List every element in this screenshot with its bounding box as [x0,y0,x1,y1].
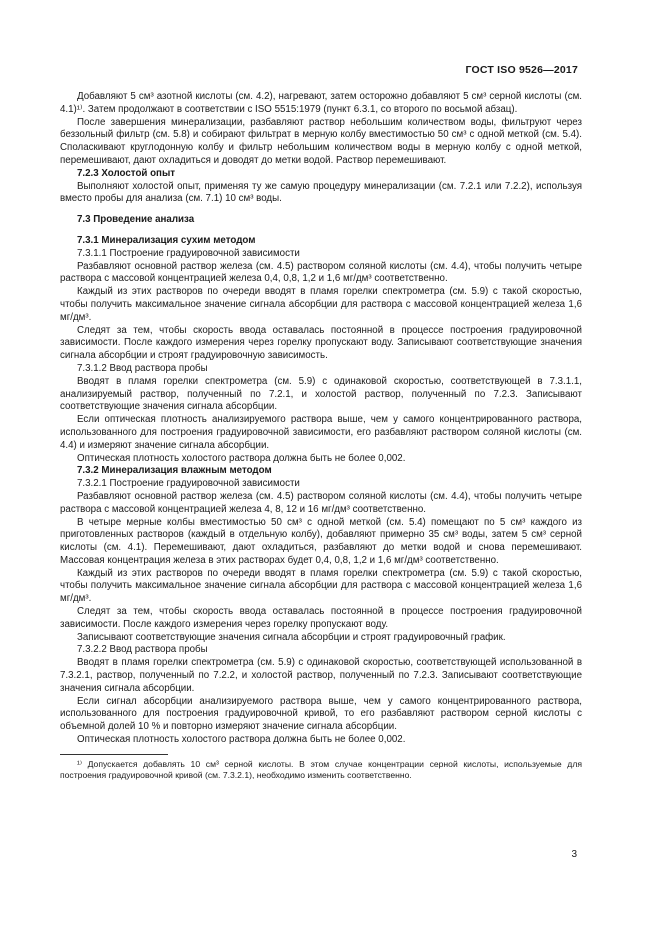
section-heading: 7.3 Проведение анализа [77,214,195,226]
paragraph: Вводят в пламя горелки спектрометра (см. 5.9) с одинаковой скоростью, соответствующей использованной в 7.3.2.1, раствор, полученный по 7.2.2, и холостой раствор, полученный по 7.2.3. Записывают соответствующие значения сигнала абсорбции. [60,657,582,694]
paragraph: Следят за тем, чтобы скорость ввода оставалась постоянной в процессе построения градуировочной зависимости. После каждого измерения через горелку пропускают воду. [60,606,582,630]
paragraph: Добавляют 5 см³ азотной кислоты (см. 4.2), нагревают, затем осторожно добавляют 5 см³ серной кислоты (см. 4.1)¹⁾. Затем продолжают в соответствии с ISO 5515:1979 (пункт 6.3.1, со второго по восьмой абзац). [60,91,582,115]
paragraph: Выполняют холостой опыт, применяя ту же самую процедуру минерализации (см. 7.2.1 или 7.2.2), используя вместо пробы для анализа (см. 7.1) 10 см³ воды. [60,180,582,205]
page-header-standard-title: ГОСТ ISO 9526—2017 [465,64,578,76]
paragraph: В четыре мерные колбы вместимостью 50 см³ с одной меткой (см. 5.4) помещают по 5 см³ каждого из приготовленных растворов (каждый в отдельную колбу), добавляют примерно 35 см³ воды, затем 5 см³ серной кислоты (см. 4.1). Перемешивают, дают охладиться, разбавляют до метки водой и снова перемешивают. Массовая концентрация железа в этих растворах будет 0,4, 0,8, 1,2 и 1,6 мг/дм³ соответственно. [60,516,582,566]
section-heading: 7.3.1 Минерализация сухим методом [77,234,256,246]
paragraph: 7.3.2.1 Построение градуировочной зависимости [77,478,300,490]
document-body [60,91,582,781]
footnote-separator [60,754,168,755]
paragraph-spacer [60,206,582,214]
section-heading: 7.2.3 Холостой опыт [77,167,176,179]
paragraph: Оптическая плотность холостого раствора должна быть не более 0,002. [77,734,406,746]
paragraph: Записывают соответствующие значения сигнала абсорбции и строят градуировочный график. [77,631,506,643]
paragraph: Каждый из этих растворов по очереди вводят в пламя горелки спектрометра (см. 5.9) с такой скоростью, чтобы получить максимальное значение сигнала абсорбции для раствора с массовой концентрацией железа 1,6 мг/дм³. [60,567,582,605]
paragraph: Если оптическая плотность анализируемого раствора выше, чем у самого концентрированного раствора, использованного для построения градуировочной зависимости, его разбавляют раствором соляной кислоты (см. 4.4) и измеряют значение сигнала абсорбции. [60,414,582,451]
paragraph: Оптическая плотность холостого раствора должна быть не более 0,002. [77,452,406,464]
paragraph: Если сигнал абсорбции анализируемого раствора выше, чем у самого концентрированного раствора, использованного для построения градуировочной кривой, то его разбавляют раствором серной кислоты с объемной долей 10 % и повторно измеряют значение сигнала абсорбции. [60,695,582,733]
paragraph: 7.3.1.1 Построение градуировочной зависимости [77,247,300,259]
paragraph-list [60,91,582,747]
paragraph: После завершения минерализации, разбавляют раствор небольшим количеством воды, фильтруют через беззольный фильтр (см. 5.8) и собирают фильтрат в мерную колбу вместимостью 50 см³ с одной меткой (см. 5.4). Споласкивают круглодонную колбу и фильтр небольшим количеством воды в мерную колбу с одной меткой, перемешивают, дают охладиться и доводят до метки водой. Раствор перемешивают. [60,116,582,166]
paragraph: Разбавляют основной раствор железа (см. 4.5) раствором соляной кислоты (см. 4.4), чтобы получить четыре раствора с массовой концентрацией железа 4, 8, 12 и 16 мг/дм³ соответственно. [60,490,582,515]
paragraph: 7.3.1.2 Ввод раствора пробы [77,362,208,374]
paragraph: Разбавляют основной раствор железа (см. 4.5) раствором соляной кислоты (см. 4.4), чтобы получить четыре раствора с массовой концентрацией железа 0,4, 0,8, 1,2 и 1,6 мг/дм³ соответственно. [60,260,582,285]
paragraph: Следят за тем, чтобы скорость ввода оставалась постоянной в процессе построения градуировочной зависимости. После каждого измерения через горелку пропускают воду. Записывают соответствующие значения сигнала абсорбции и строят градуировочную зависимость. [60,324,582,362]
paragraph: 7.3.2.2 Ввод раствора пробы [77,644,208,656]
page-number: 3 [571,849,577,860]
paragraph: Каждый из этих растворов по очереди вводят в пламя горелки спектрометра (см. 5.9) с такой скоростью, чтобы получить максимальное значение сигнала абсорбции для раствора с массовой концентрацией железа 1,6 мг/дм³. [60,286,582,323]
footnote: ¹⁾ Допускается добавлять 10 см³ серной кислоты. В этом случае концентрации серной кислоты, используемые для построения градуировочной кривой (см. 7.3.2.1), необходимо изменить соответственно. [60,758,582,781]
paragraph-spacer [60,227,582,235]
paragraph: Вводят в пламя горелки спектрометра (см. 5.9) с одинаковой скоростью, соответствующей в 7.3.1.1, анализируемый раствор, полученный по 7.2.1, и холостой раствор, полученный по 7.2.3. Записывают соответствующие значения сигнала абсорбции. [60,375,582,413]
section-heading: 7.3.2 Минерализация влажным методом [77,465,272,477]
